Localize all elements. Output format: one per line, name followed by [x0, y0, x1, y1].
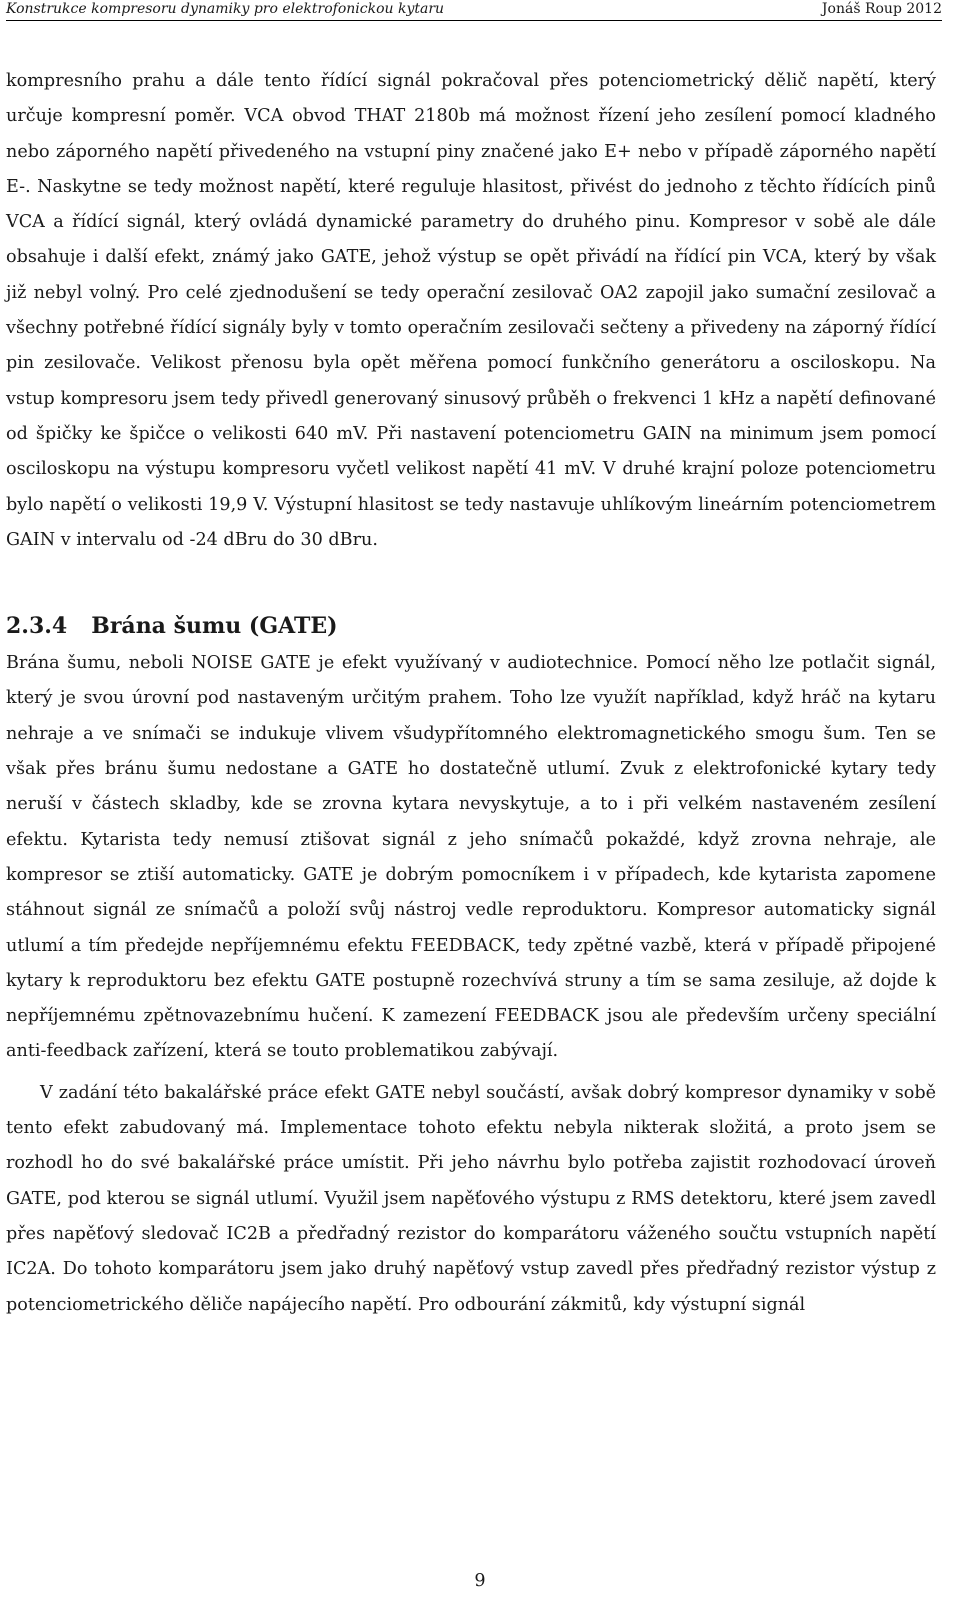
section-title: Brána šumu (GATE)	[91, 613, 338, 640]
section-heading	[6, 611, 936, 641]
section-number: 2.3.4	[6, 613, 68, 640]
body-text	[6, 64, 936, 1323]
page-number: 9	[474, 1571, 486, 1591]
paragraph: Brána šumu, neboli NOISE GATE je efekt využívaný v audiotechnice. Pomocí něho lze potlačit signál, který je svou úrovní pod nastaveným určitým prahem. Toho lze využít například, když hráč na kytaru nehraje a ve snímači se indukuje vlivem všudypřítomného elektromagnetického smogu šum. Ten se však přes bránu šumu nedostane a GATE ho dostatečně utlumí. Zvuk z elektrofonické kytary tedy neruší v částech skladby, kde se zrovna kytara nevyskytuje, a to i při velkém nastaveném zesílení efektu. Kytarista tedy nemusí ztišovat signál z jeho snímačů pokaždé, když zrovna nehraje, ale kompresor se ztiší automaticky. GATE je dobrým pomocníkem i v případech, kde kytarista zapomene stáhnout signál ze snímačů a položí svůj nástroj vedle reproduktoru. Kompresor automaticky signál utlumí a tím předejde nepříjemnému efektu FEEDBACK, tedy zpětné vazbě, která v případě připojené kytary k reproduktoru bez efektu GATE postupně rozechvívá struny a tím se sama zesiluje, až dojde k nepříjemnému zpětnovazebnímu hučení. K zamezení FEEDBACK jsou ale především určeny speciální anti-feedback zařízení, která se touto problematikou zabývají.	[6, 653, 936, 1062]
paragraph: V zadání této bakalářské práce efekt GATE nebyl součástí, avšak dobrý kompresor dynamiky v sobě tento efekt zabudovaný má. Implementace tohoto efektu nebyla nikterak složitá, a proto jsem se rozhodl ho do své bakalářské práce umístit. Při jeho návrhu bylo potřeba zajistit rozhodovací úroveň GATE, pod kterou se signál utlumí. Využil jsem napěťového výstupu z RMS detektoru, které jsem zavedl přes napěťový sledovač IC2B a předřadný rezistor do komparátoru váženého součtu vstupních napětí IC2A. Do tohoto komparátoru jsem jako druhý napěťový vstup zavedl přes předřadný rezistor výstup z potenciometrického děliče napájecího napětí. Pro odbourání zákmitů, kdy výstupní signál	[6, 1082, 936, 1315]
paragraph: kompresního prahu a dále tento řídící signál pokračoval přes potenciometrický dělič napětí, který určuje kompresní poměr. VCA obvod THAT 2180b má možnost řízení jeho zesílení pomocí kladného nebo záporného napětí přivedeného na vstupní piny značené jako E+ nebo v případě záporného napětí E-. Naskytne se tedy možnost napětí, které reguluje hlasitost, přivést do jednoho z těchto řídících pinů VCA a řídící signál, který ovládá dynamické parametry do druhého pinu. Kompresor v sobě ale dále obsahuje i další efekt, známý jako GATE, jehož výstup se opět přivádí na řídící pin VCA, který by však již nebyl volný. Pro celé zjednodušení se tedy operační zesilovač OA2 zapojil jako sumační zesilovač a všechny potřebné řídící signály byly v tomto operačním zesilovači sečteny a přivedeny na záporný řídící pin zesilovače. Velikost přenosu byla opět měřena pomocí funkčního generátoru a osciloskopu. Na vstup kompresoru jsem tedy přivedl generovaný sinusový průběh o frekvenci 1 kHz a napětí definované od špičky ke špičce o velikosti 640 mV. Při nastavení potenciometru GAIN na minimum jsem pomocí osciloskopu na výstupu kompresoru vyčetl velikost napětí 41 mV. V druhé krajní poloze potenciometru bylo napětí o velikosti 19,9 V. Výstupní hlasitost se tedy nastavuje uhlíkovým lineárním potenciometrem GAIN v intervalu od -24 dBru do 30 dBru.	[6, 71, 936, 550]
running-header	[6, 0, 942, 21]
header-author-year: Jonáš Roup 2012	[821, 1, 942, 17]
header-title: Konstrukce kompresoru dynamiky pro elektrofonickou kytaru	[6, 1, 445, 17]
